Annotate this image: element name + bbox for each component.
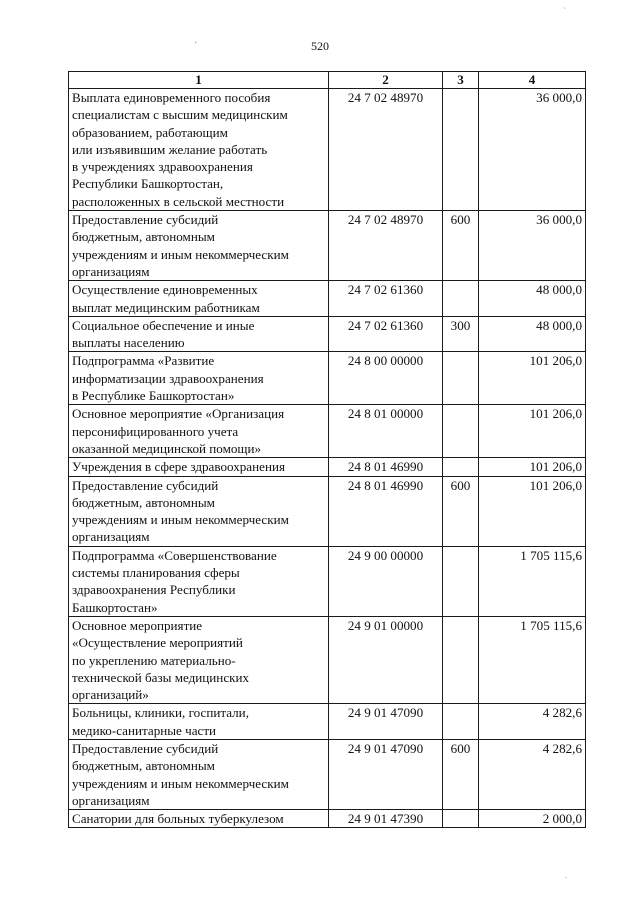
table-row bbox=[69, 546, 586, 616]
row-expense-type-cell bbox=[443, 616, 479, 703]
row-code-cell: 24 9 00 00000 bbox=[329, 546, 443, 616]
table-row bbox=[69, 281, 586, 317]
scan-mark: ' bbox=[195, 40, 197, 50]
column-header-4: 4 bbox=[479, 72, 586, 89]
row-expense-type-cell: 600 bbox=[443, 476, 479, 546]
row-amount-cell: 36 000,0 bbox=[479, 211, 586, 281]
scan-mark: ` bbox=[563, 6, 566, 16]
row-code-cell: 24 7 02 48970 bbox=[329, 89, 443, 211]
row-name-cell: Предоставление субсидий бюджетным, автономным учреждениям и иным некоммерческим организациям bbox=[69, 211, 329, 281]
table-row bbox=[69, 476, 586, 546]
row-amount-cell: 48 000,0 bbox=[479, 316, 586, 352]
row-expense-type-cell bbox=[443, 704, 479, 740]
column-header-3: 3 bbox=[443, 72, 479, 89]
row-expense-type-cell bbox=[443, 810, 479, 828]
page-number: 520 bbox=[311, 39, 329, 53]
row-amount-cell: 36 000,0 bbox=[479, 89, 586, 211]
column-header-1: 1 bbox=[69, 72, 329, 89]
table-row bbox=[69, 89, 586, 211]
row-name-cell: Подпрограмма «Совершенствование системы планирования сферы здравоохранения Республики Башкортостан» bbox=[69, 546, 329, 616]
table-row bbox=[69, 352, 586, 405]
row-expense-type-cell bbox=[443, 89, 479, 211]
row-amount-cell: 4 282,6 bbox=[479, 739, 586, 809]
row-name-cell: Подпрограмма «Развитие информатизации здравоохранения в Республике Башкортостан» bbox=[69, 352, 329, 405]
row-expense-type-cell bbox=[443, 458, 479, 476]
row-expense-type-cell bbox=[443, 546, 479, 616]
row-expense-type-cell: 600 bbox=[443, 739, 479, 809]
table-row bbox=[69, 704, 586, 740]
row-amount-cell: 101 206,0 bbox=[479, 352, 586, 405]
row-name-cell: Предоставление субсидий бюджетным, автономным учреждениям и иным некоммерческим организациям bbox=[69, 739, 329, 809]
row-name-cell: Учреждения в сфере здравоохранения bbox=[69, 458, 329, 476]
row-code-cell: 24 8 01 46990 bbox=[329, 458, 443, 476]
row-expense-type-cell bbox=[443, 405, 479, 458]
row-name-cell: Основное мероприятие «Осуществление мероприятий по укреплению материально- технической базы медицинских организаций» bbox=[69, 616, 329, 703]
row-amount-cell: 4 282,6 bbox=[479, 704, 586, 740]
row-amount-cell: 1 705 115,6 bbox=[479, 616, 586, 703]
row-name-cell: Выплата единовременного пособия специалистам с высшим медицинским образованием, работающим или изъявившим желание работать в учреждениях здравоохранения Республики Башкортостан, расположенных в сельской местности bbox=[69, 89, 329, 211]
row-expense-type-cell: 300 bbox=[443, 316, 479, 352]
row-name-cell: Социальное обеспечение и иные выплаты населению bbox=[69, 316, 329, 352]
budget-table bbox=[68, 71, 586, 828]
row-code-cell: 24 9 01 47390 bbox=[329, 810, 443, 828]
row-name-cell: Предоставление субсидий бюджетным, автономным учреждениям и иным некоммерческим организациям bbox=[69, 476, 329, 546]
row-code-cell: 24 9 01 00000 bbox=[329, 616, 443, 703]
table-row bbox=[69, 458, 586, 476]
table-body bbox=[69, 89, 586, 828]
row-code-cell: 24 7 02 61360 bbox=[329, 316, 443, 352]
table-row bbox=[69, 405, 586, 458]
row-code-cell: 24 9 01 47090 bbox=[329, 704, 443, 740]
row-code-cell: 24 8 01 46990 bbox=[329, 476, 443, 546]
row-code-cell: 24 8 01 00000 bbox=[329, 405, 443, 458]
row-code-cell: 24 7 02 61360 bbox=[329, 281, 443, 317]
row-amount-cell: 101 206,0 bbox=[479, 405, 586, 458]
row-name-cell: Санатории для больных туберкулезом bbox=[69, 810, 329, 828]
row-code-cell: 24 7 02 48970 bbox=[329, 211, 443, 281]
row-expense-type-cell bbox=[443, 281, 479, 317]
scan-mark: . bbox=[565, 870, 568, 880]
table-row bbox=[69, 739, 586, 809]
table-row bbox=[69, 211, 586, 281]
column-header-2: 2 bbox=[329, 72, 443, 89]
row-name-cell: Осуществление единовременных выплат медицинским работникам bbox=[69, 281, 329, 317]
row-amount-cell: 101 206,0 bbox=[479, 476, 586, 546]
row-amount-cell: 2 000,0 bbox=[479, 810, 586, 828]
table-row bbox=[69, 616, 586, 703]
row-amount-cell: 48 000,0 bbox=[479, 281, 586, 317]
table-row bbox=[69, 810, 586, 828]
row-expense-type-cell bbox=[443, 352, 479, 405]
table-row bbox=[69, 316, 586, 352]
row-amount-cell: 1 705 115,6 bbox=[479, 546, 586, 616]
row-expense-type-cell: 600 bbox=[443, 211, 479, 281]
row-name-cell: Основное мероприятие «Организация персонифицированного учета оказанной медицинской помощи» bbox=[69, 405, 329, 458]
row-code-cell: 24 8 00 00000 bbox=[329, 352, 443, 405]
table-header-row bbox=[69, 72, 586, 89]
row-code-cell: 24 9 01 47090 bbox=[329, 739, 443, 809]
row-name-cell: Больницы, клиники, госпитали, медико-санитарные части bbox=[69, 704, 329, 740]
row-amount-cell: 101 206,0 bbox=[479, 458, 586, 476]
